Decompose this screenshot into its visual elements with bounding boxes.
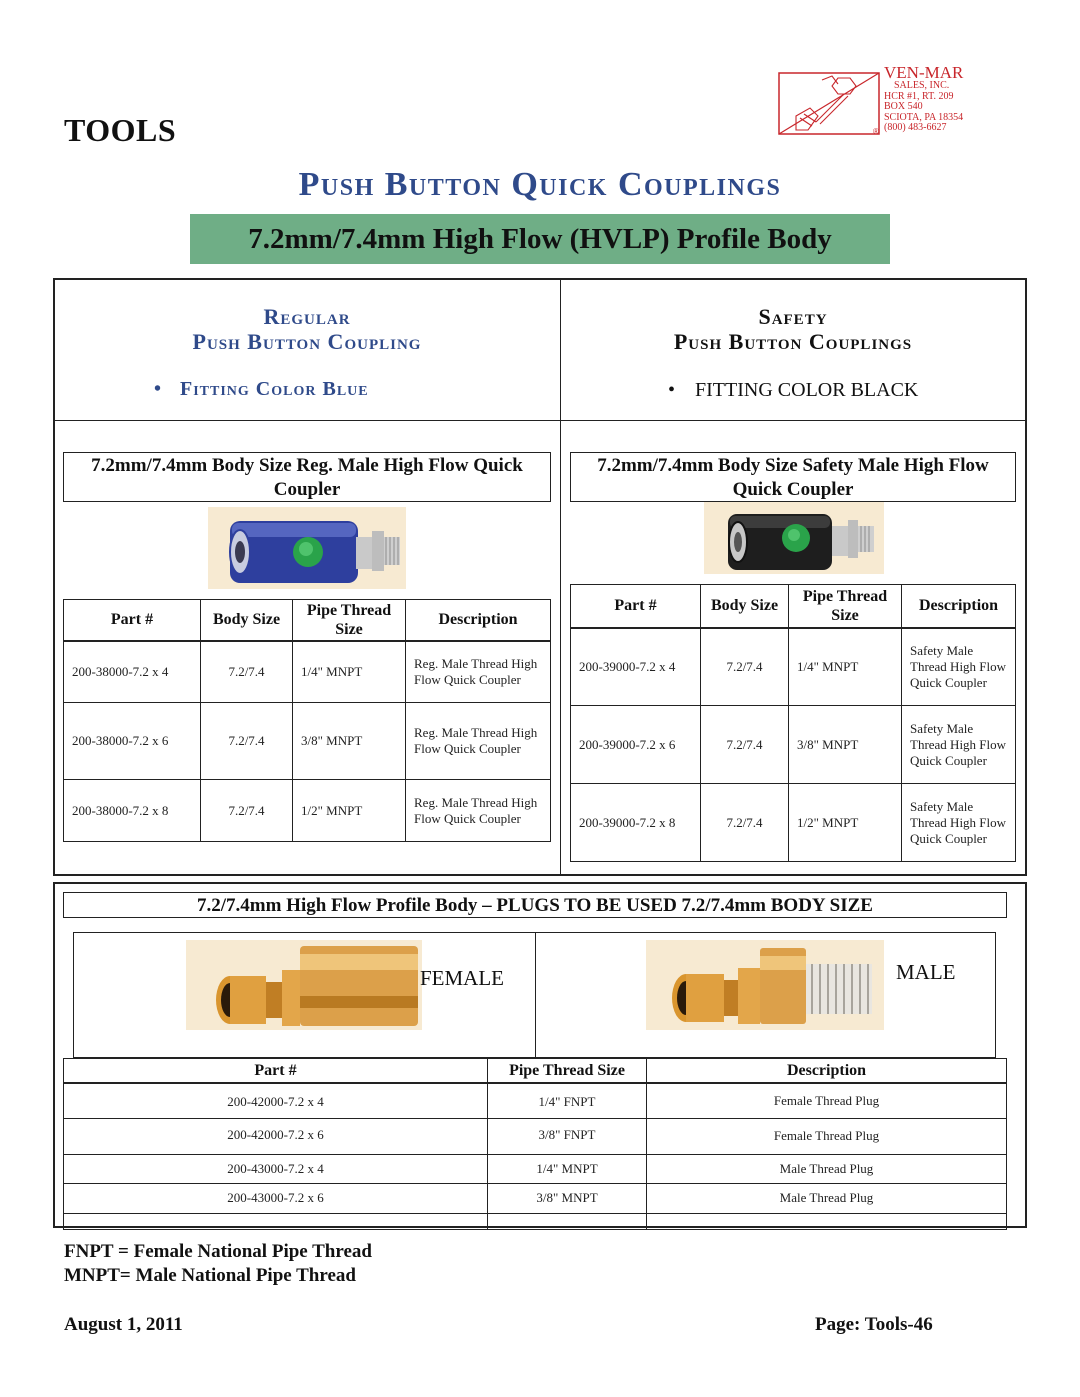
fnpt-note: FNPT = Female National Pipe Thread xyxy=(64,1241,372,1262)
thread-size: 3/8" MNPT xyxy=(293,703,406,780)
footer-date: August 1, 2011 xyxy=(64,1314,183,1335)
regular-bullet xyxy=(154,378,369,401)
table-header-row xyxy=(64,1059,1007,1084)
regular-heading-line-1: Regular xyxy=(263,304,351,329)
column-header: Pipe Thread Size xyxy=(293,600,406,641)
table-header-row xyxy=(64,600,551,641)
column-header: Description xyxy=(902,585,1016,628)
female-plug-photo xyxy=(186,940,422,1030)
safety-bullet xyxy=(668,379,918,402)
part-number: 200-38000-7.2 x 4 xyxy=(64,641,201,703)
thread-size: 1/4" MNPT xyxy=(789,628,902,706)
divider xyxy=(53,420,1027,421)
regular-caption: 7.2mm/7.4mm Body Size Reg. Male High Flow Quick Coupler xyxy=(63,452,551,502)
empty-cell xyxy=(64,1213,488,1229)
column-header: Pipe Thread Size xyxy=(789,585,902,628)
black-coupler-photo xyxy=(704,502,884,574)
table-row xyxy=(64,1118,1007,1154)
body-size: 7.2/7.4 xyxy=(701,706,789,784)
table-row xyxy=(64,1083,1007,1118)
male-label: MALE xyxy=(896,960,956,984)
body-size: 7.2/7.4 xyxy=(701,628,789,706)
regular-bullet-text: Fitting Color Blue xyxy=(180,378,369,400)
bullet-icon: • xyxy=(154,378,163,400)
divider xyxy=(560,278,561,876)
part-number: 200-39000-7.2 x 4 xyxy=(571,628,701,706)
thread-size: 3/8" MNPT xyxy=(488,1183,647,1213)
mnpt-note: MNPT= Male National Pipe Thread xyxy=(64,1265,356,1286)
logo-line-3: BOX 540 xyxy=(884,101,923,112)
safety-caption: 7.2mm/7.4mm Body Size Safety Male High Flow Quick Coupler xyxy=(570,452,1016,502)
empty-cell xyxy=(647,1213,1007,1229)
table-row xyxy=(64,1183,1007,1213)
plugs-parts-table xyxy=(63,1058,1007,1230)
part-number: 200-39000-7.2 x 8 xyxy=(571,784,701,862)
safety-parts-table xyxy=(570,584,1016,862)
description: Female Thread Plug xyxy=(647,1083,1007,1118)
column-header: Description xyxy=(406,600,551,641)
page-subtitle: 7.2mm/7.4mm High Flow (HVLP) Profile Body xyxy=(190,214,890,264)
column-header: Part # xyxy=(64,1059,488,1084)
table-row xyxy=(64,1154,1007,1183)
logo-line-5: (800) 483-6627 xyxy=(884,122,947,133)
logo-company-name: VEN-MAR xyxy=(884,63,964,82)
page-title: Push Button Quick Couplings xyxy=(298,166,782,203)
column-header: Description xyxy=(647,1059,1007,1084)
column-header: Body Size xyxy=(701,585,789,628)
logo-line-2: HCR #1, RT. 209 xyxy=(884,90,954,102)
column-header: Part # xyxy=(64,600,201,641)
part-number: 200-38000-7.2 x 8 xyxy=(64,780,201,842)
ven-mar-logo xyxy=(778,72,882,136)
body-size: 7.2/7.4 xyxy=(201,703,293,780)
description: Male Thread Plug xyxy=(647,1183,1007,1213)
bullet-icon: • xyxy=(668,379,676,401)
female-label: FEMALE xyxy=(420,966,504,990)
regular-heading-line-2: Push Button Coupling xyxy=(192,329,422,354)
part-number: 200-43000-7.2 x 6 xyxy=(64,1183,488,1213)
table-row xyxy=(64,641,551,703)
column-header: Body Size xyxy=(201,600,293,641)
male-plug-photo xyxy=(646,940,884,1030)
table-row xyxy=(571,706,1016,784)
regular-parts-table xyxy=(63,599,551,842)
table-row xyxy=(571,628,1016,706)
description: Female Thread Plug xyxy=(647,1118,1007,1154)
safety-heading xyxy=(562,304,1024,354)
thread-size: 1/2" MNPT xyxy=(293,780,406,842)
description: Reg. Male Thread High Flow Quick Coupler xyxy=(406,641,551,703)
description: Safety Male Thread High Flow Quick Coupler xyxy=(902,784,1016,862)
logo-line-4: SCIOTA, PA 18354 xyxy=(884,111,964,123)
body-size: 7.2/7.4 xyxy=(701,784,789,862)
column-header: Pipe Thread Size xyxy=(488,1059,647,1084)
footer-page: Page: Tools-46 xyxy=(815,1314,933,1335)
empty-cell xyxy=(488,1213,647,1229)
regular-heading xyxy=(57,304,557,354)
logo-line-1: SALES, INC. xyxy=(894,80,950,91)
divider xyxy=(535,932,536,1058)
table-row xyxy=(64,1213,1007,1229)
thread-size: 1/4" FNPT xyxy=(488,1083,647,1118)
description: Reg. Male Thread High Flow Quick Coupler xyxy=(406,780,551,842)
part-number: 200-42000-7.2 x 6 xyxy=(64,1118,488,1154)
part-number: 200-38000-7.2 x 6 xyxy=(64,703,201,780)
safety-bullet-text: FITTING COLOR BLACK xyxy=(695,379,919,401)
table-row xyxy=(64,703,551,780)
description: Reg. Male Thread High Flow Quick Coupler xyxy=(406,703,551,780)
blue-coupler-photo xyxy=(208,507,406,589)
thread-size: 1/4" MNPT xyxy=(488,1154,647,1183)
description: Male Thread Plug xyxy=(647,1154,1007,1183)
column-header: Part # xyxy=(571,585,701,628)
table-header-row xyxy=(571,585,1016,628)
body-size: 7.2/7.4 xyxy=(201,780,293,842)
thread-size: 1/4" MNPT xyxy=(293,641,406,703)
thread-size: 3/8" MNPT xyxy=(789,706,902,784)
table-row xyxy=(571,784,1016,862)
part-number: 200-39000-7.2 x 6 xyxy=(571,706,701,784)
part-number: 200-43000-7.2 x 4 xyxy=(64,1154,488,1183)
thread-size: 3/8" FNPT xyxy=(488,1118,647,1154)
body-size: 7.2/7.4 xyxy=(201,641,293,703)
description: Safety Male Thread High Flow Quick Coupler xyxy=(902,628,1016,706)
part-number: 200-42000-7.2 x 4 xyxy=(64,1083,488,1118)
logo-address-block xyxy=(884,64,963,134)
section-heading: TOOLS xyxy=(64,112,177,148)
registered-mark: ® xyxy=(873,127,879,136)
description: Safety Male Thread High Flow Quick Coupler xyxy=(902,706,1016,784)
table-row xyxy=(64,780,551,842)
plugs-header: 7.2/7.4mm High Flow Profile Body – PLUGS TO BE USED 7.2/7.4mm BODY SIZE xyxy=(63,892,1007,918)
thread-size: 1/2" MNPT xyxy=(789,784,902,862)
safety-heading-line-2: Push Button Couplings xyxy=(673,329,913,354)
safety-heading-line-1: Safety xyxy=(758,304,828,329)
